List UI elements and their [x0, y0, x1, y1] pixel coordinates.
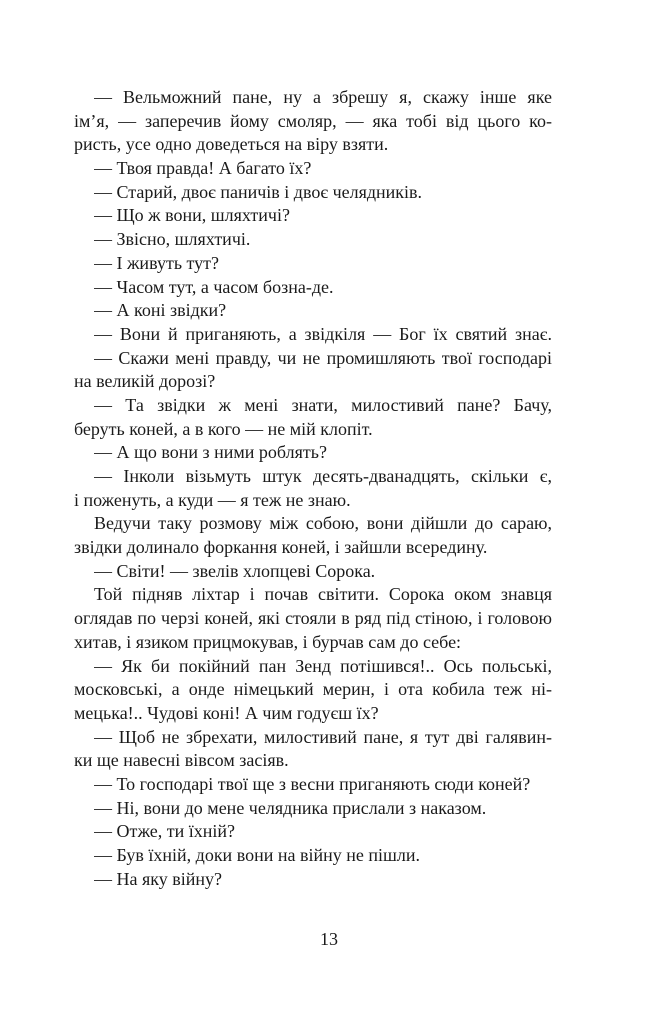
text-line: Ведучи таку розмову між собою, вони дійшли до сараю,	[94, 513, 552, 534]
text-line: — Як би покійний пан Зенд потішився!.. Ось польські,	[94, 655, 552, 676]
text-line: — Та звідки ж мені знати, милостивий пане? Бачу,	[94, 394, 552, 415]
text-line: мецька!.. Чудові коні! А чим годуєш їх?	[74, 702, 379, 723]
text-line: — Отже, ти їхній?	[94, 821, 236, 842]
text-line: — То господарі твої ще з весни приганяють сюди коней?	[94, 773, 531, 794]
text-line: беруть коней, а в кого — не мій клопіт.	[74, 418, 373, 439]
text-line: на великій дорозі?	[74, 371, 216, 392]
text-line: — Твоя правда! А багато їх?	[94, 158, 312, 179]
text-line: — Вони й приганяють, а звідкіля — Бог їх святий знає.	[94, 323, 552, 344]
text-line: — Вельможний пане, ну а збрешу я, скажу інше яке	[94, 87, 552, 107]
text-line: — Світи! — звелів хлопцеві Сорока.	[94, 560, 376, 581]
text-line: — Інколи візьмуть штук десять-дванадцять, скільки є,	[94, 466, 552, 486]
text-line: — Ні, вони до мене челядника прислали з наказом.	[94, 797, 487, 818]
text-line: — Щоб не збрехати, милостивий пане, я тут дві галявин-	[94, 726, 552, 747]
text-line: — Часом тут, а часом бозна-де.	[94, 276, 334, 297]
text-line: і поженуть, а куди — я теж не знаю.	[74, 489, 351, 510]
page-body	[74, 86, 552, 891]
text-line: Той підняв ліхтар і почав світити. Сорока оком знавця	[94, 584, 552, 605]
text-line: московські, а онде німецький мерин, і ота кобила теж ні-	[74, 679, 552, 700]
text-line: — На яку війну?	[94, 868, 223, 889]
text-line: — Звісно, шляхтичі.	[94, 229, 251, 250]
text-line: — А коні звідки?	[94, 300, 227, 321]
text-line: звідки долинало форкання коней, і зайшли всередину.	[74, 537, 488, 558]
text-line: ім’я, — заперечив йому смоляр, — яка тобі від цього ко-	[74, 110, 552, 131]
text-line: хитав, і язиком прицмокував, і бурчав сам до себе:	[74, 631, 462, 652]
text-line: — Скажи мені правду, чи не промишляють твої господарі	[94, 347, 552, 368]
text-line: — А що вони з ними роблять?	[94, 442, 327, 463]
text-line: — Що ж вони, шляхтичі?	[94, 205, 290, 226]
text-line: ки ще навесні вівсом засіяв.	[74, 750, 289, 771]
text-line: — І живуть тут?	[94, 252, 220, 273]
text-line: ристь, усе одно доведеться на віру взяти.	[74, 134, 389, 155]
text-line: — Старий, двоє паничів і двоє челядників.	[94, 181, 423, 202]
page-number: 13	[320, 929, 338, 949]
text-line: оглядав по черзі коней, які стояли в ряд під стіною, і головою	[74, 608, 552, 629]
text-line: — Був їхній, доки вони на війну не пішли.	[94, 845, 420, 865]
